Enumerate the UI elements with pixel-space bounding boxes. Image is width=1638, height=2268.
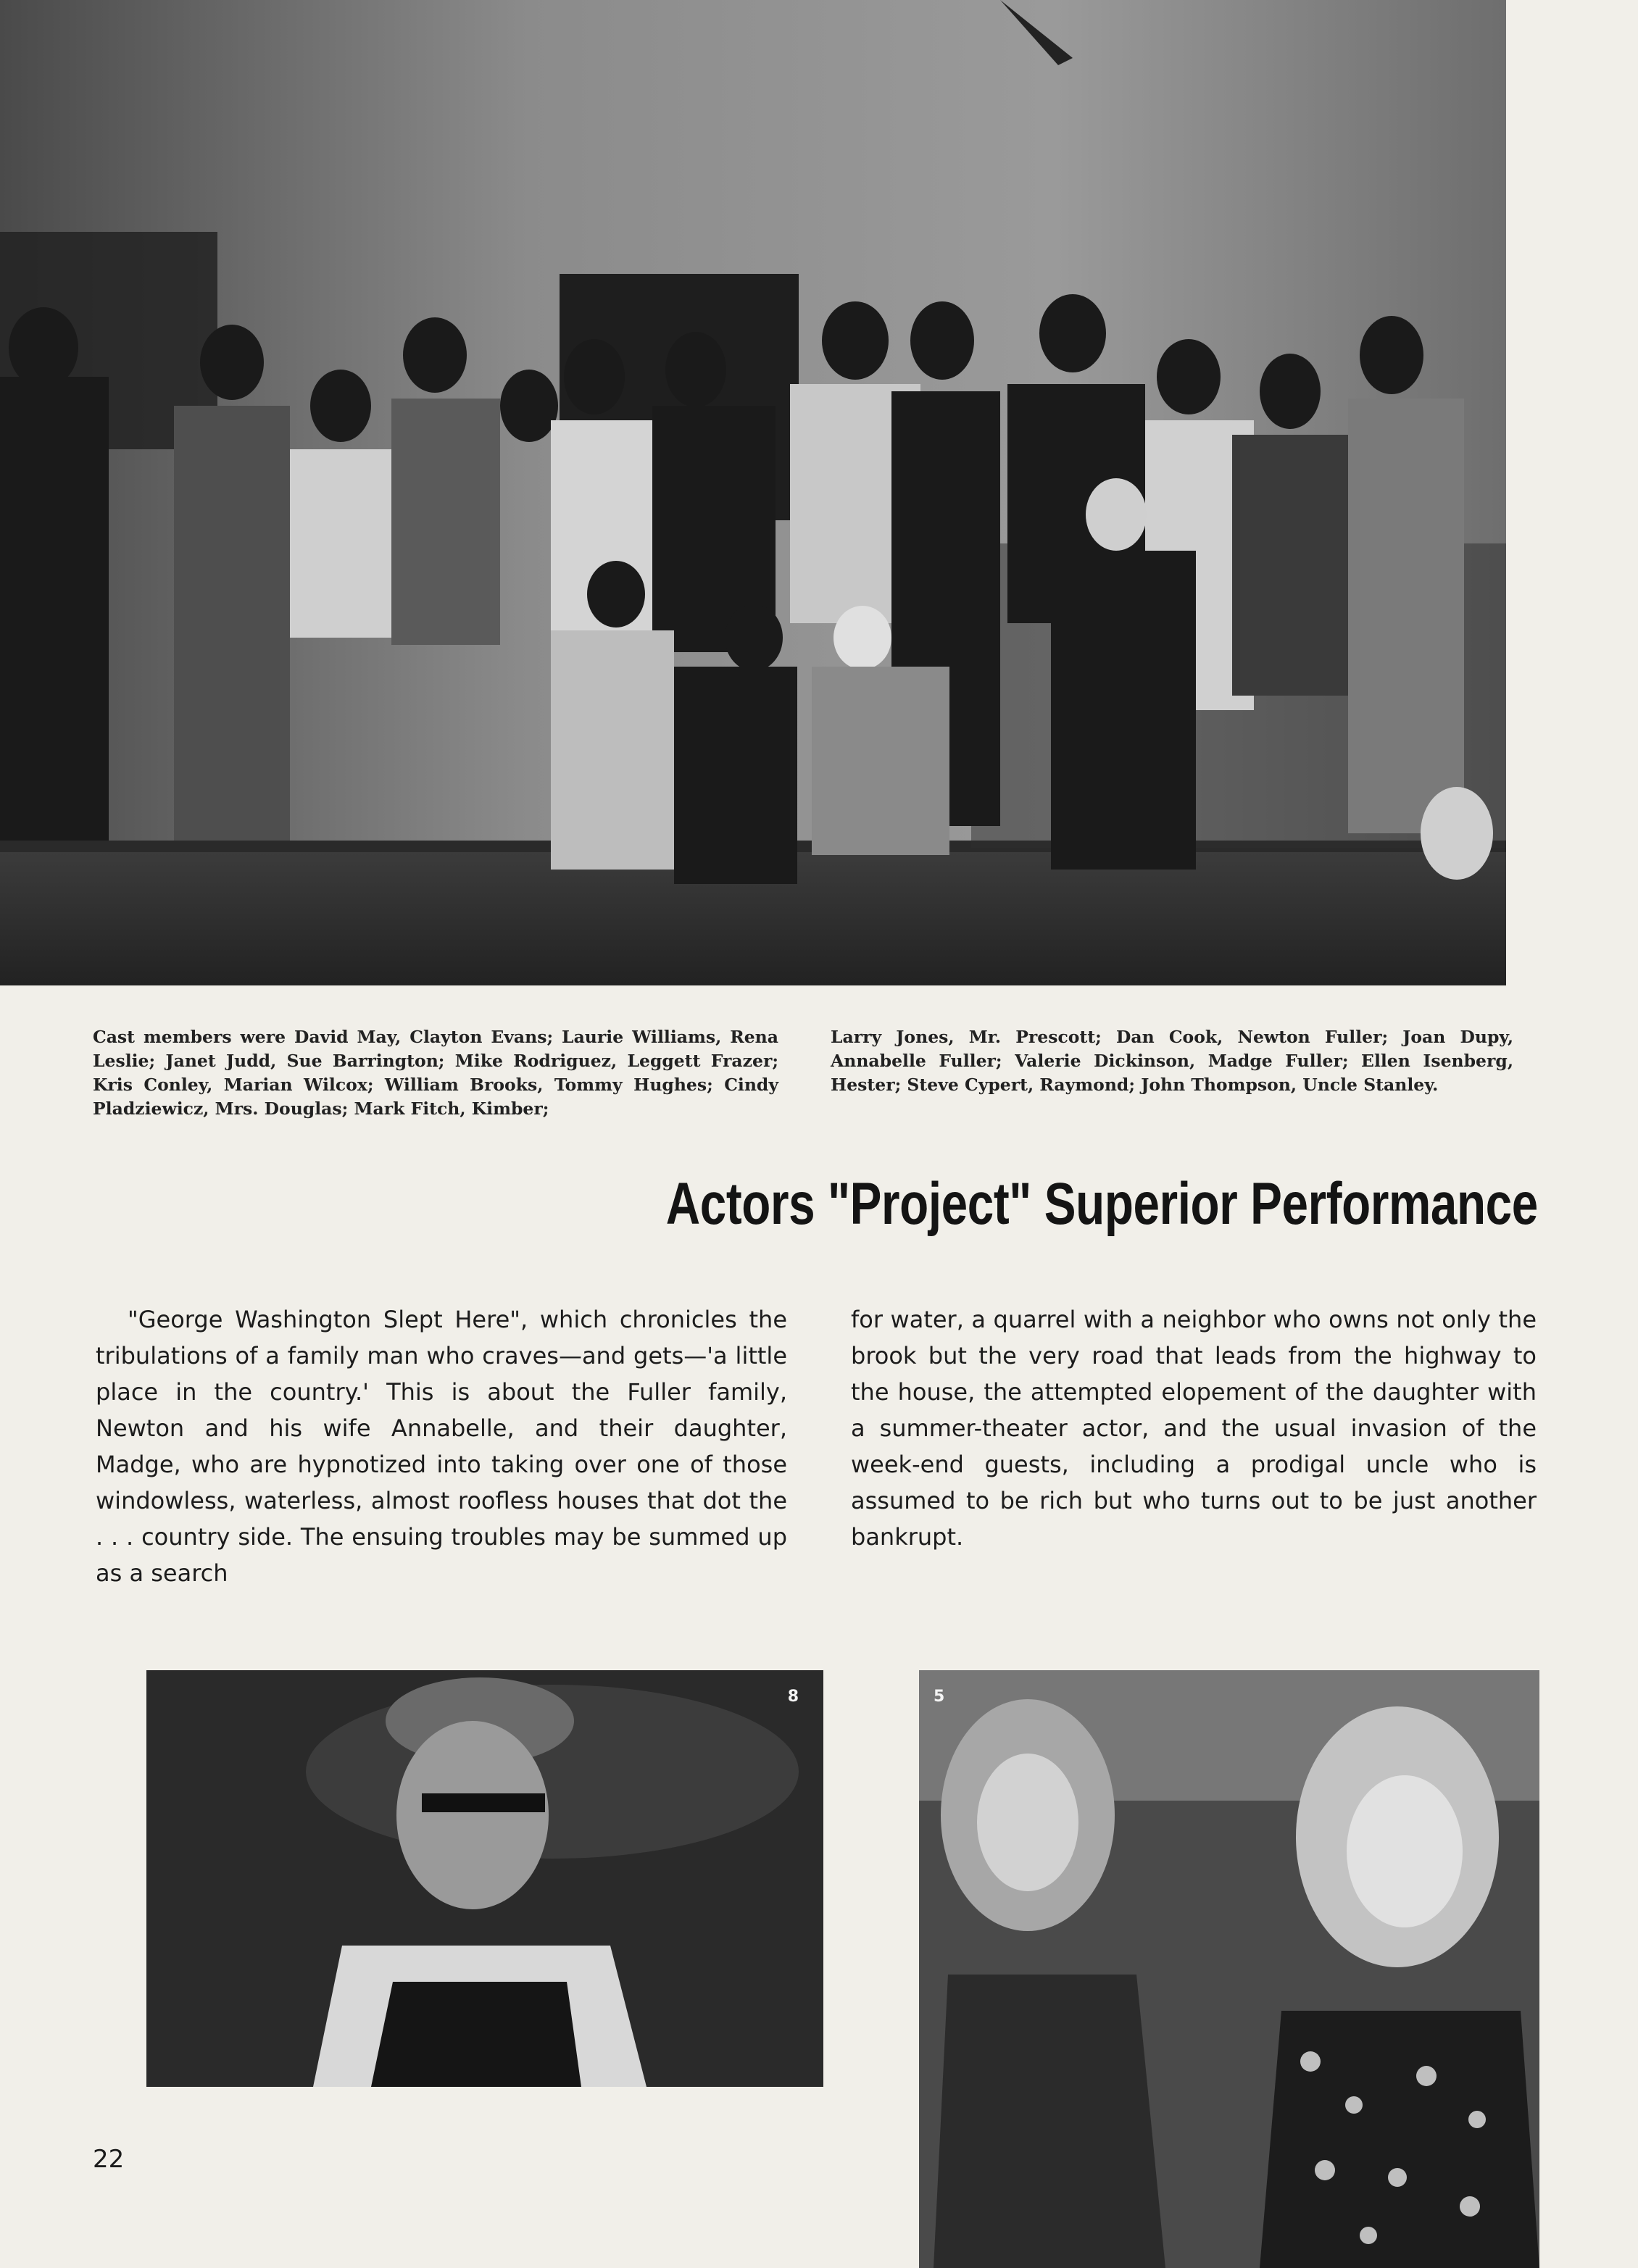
cast-caption-left: Cast members were David May, Clayton Evans; Laurie Williams, Rena Leslie; Janet Judd, Sue Barrington; Mike Rodriguez, Leggett Frazer; Kris Conley, Marian Wilcox; William Brooks, Tommy Hughes; Cindy Pladziewicz, Mrs. Douglas; Mark Fitch, Kimber; <box>93 1027 778 1119</box>
two-actresses-photo-image <box>919 1670 1539 2268</box>
actor-overalls-photo-image <box>146 1670 823 2087</box>
article-body-right: for water, a quarrel with a neighbor who owns not only the brook but the very road that leads from the highway to the house, the attempted elopement of the daughter with a summer-theater actor, and the usual invasion of the week-end guests, including a prodigal uncle who is assumed to be rich but who turns out to be just another bankrupt. <box>851 1306 1537 1551</box>
article-headline: Actors "Project" Superior Performance <box>665 1171 1538 1237</box>
cast-caption-right: Larry Jones, Mr. Prescott; Dan Cook, Newton Fuller; Joan Dupy, Annabelle Fuller; Valerie Dickinson, Madge Fuller; Ellen Isenberg, Hester; Steve Cypert, Raymond; John Thompson, Uncle Stanley. <box>831 1027 1513 1095</box>
actor-overalls-photo <box>146 1670 823 2087</box>
photo-number-5: 5 <box>934 1688 945 1706</box>
photo-number-8: 8 <box>787 1688 799 1706</box>
cast-group-photo-image <box>0 0 1506 985</box>
two-actresses-photo <box>919 1670 1539 2268</box>
article-body-left: "George Washington Slept Here", which chronicles the tribulations of a family man who craves—and gets—'a little place in the country.' This is about the Fuller family, Newton and his wife Annabelle, and their daughter, Madge, who are hypnotized into taking over one of those windowless, waterless, almost roofless houses that dot the . . . country side. The ensuing troubles may be summed up as a search <box>96 1306 787 1587</box>
page-number: 22 <box>93 2145 125 2174</box>
cast-group-photo <box>0 0 1506 985</box>
